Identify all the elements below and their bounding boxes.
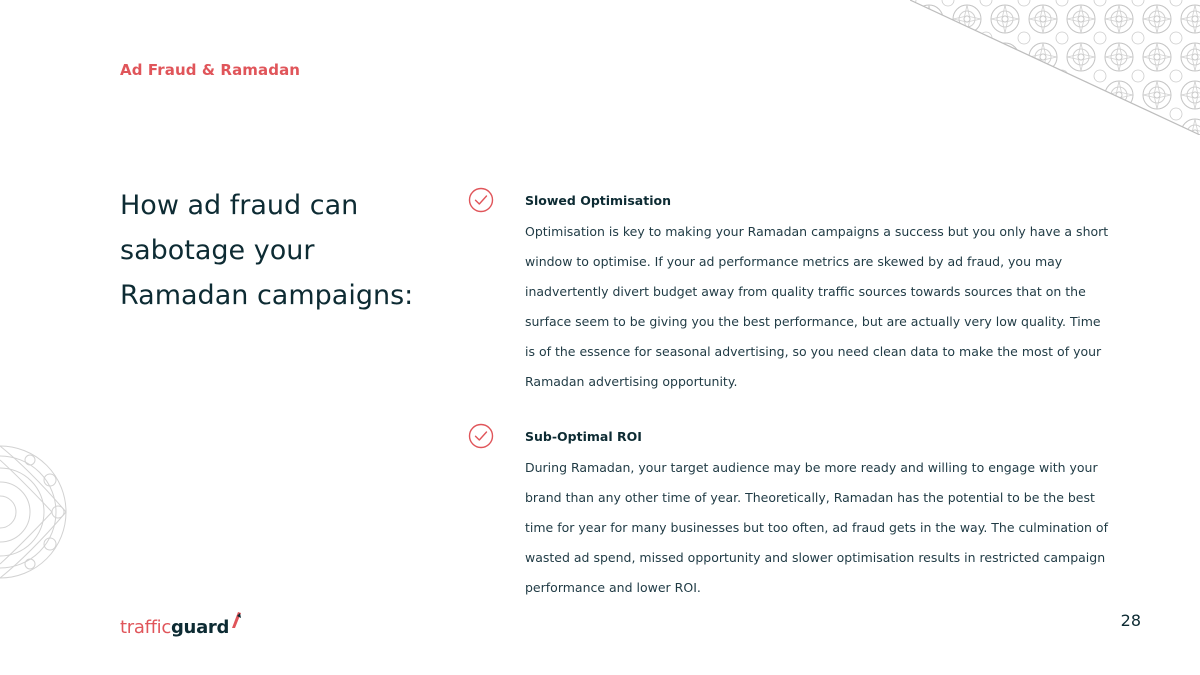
logo-text-traffic: traffic <box>120 617 171 638</box>
trafficguard-logo <box>120 610 242 638</box>
page-number: 28 <box>1120 611 1141 630</box>
headline <box>120 183 450 318</box>
headline-line: How ad fraud can <box>120 190 359 221</box>
logo-mark-icon <box>230 610 242 630</box>
decorative-mandala-left <box>0 440 70 585</box>
headline-line: sabotage your <box>120 235 315 266</box>
point-heading: Sub-Optimal ROI <box>525 429 642 444</box>
section-title: Ad Fraud & Ramadan <box>120 61 301 79</box>
point-heading: Slowed Optimisation <box>525 193 671 208</box>
point-body: Optimisation is key to making your Ramadan campaigns a success but you only have a short window to optimise. If your ad performance metrics are skewed by ad fraud, you may inadvertently divert budget away from quality traffic sources towards sources that on the surface seem to be giving you the best performance, but are actually very low quality. Time is of the essence for seasonal advertising, so you need clean data to make the most of your Ramadan advertising opportunity. <box>525 224 1109 389</box>
point-body: During Ramadan, your target audience may be more ready and willing to engage with your brand than any other time of year. Theoretically, Ramadan has the potential to be the best time for year for many businesses but too often, ad fraud gets in the way. The culmination of wasted ad spend, missed opportunity and slower optimisation results in restricted campaign performance and lower ROI. <box>525 460 1108 595</box>
check-circle-icon <box>468 423 494 449</box>
decorative-pattern-top-right <box>910 0 1200 135</box>
logo-text-guard: guard <box>170 617 230 638</box>
check-circle-icon <box>468 187 494 213</box>
headline-line: Ramadan campaigns: <box>120 280 414 311</box>
